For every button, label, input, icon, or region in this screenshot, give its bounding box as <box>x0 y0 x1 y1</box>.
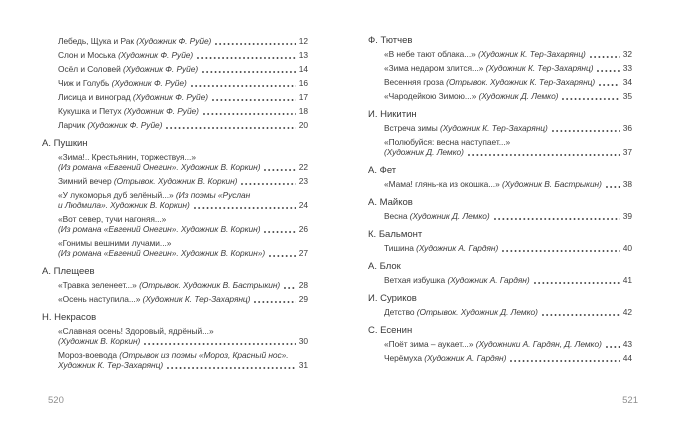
entry-text: Чиж и Голубь (Художник Ф. Руйе) <box>58 78 187 88</box>
toc-entry <box>42 294 308 304</box>
dot-leader <box>197 57 296 59</box>
toc-entry-line <box>368 275 632 285</box>
toc-entry <box>42 36 308 46</box>
author-heading: И. Суриков <box>368 293 417 304</box>
toc-entry <box>368 91 632 101</box>
dot-leader <box>166 127 295 129</box>
toc-entry-line <box>42 280 308 290</box>
toc-entry-line <box>42 50 308 60</box>
entry-page-number: 29 <box>298 294 308 304</box>
toc-entry <box>368 137 632 157</box>
toc-entry-line <box>368 353 632 363</box>
dot-leader <box>269 255 296 257</box>
entry-page-number: 42 <box>622 307 632 317</box>
entry-page-number: 37 <box>622 147 632 157</box>
author-heading: С. Есенин <box>368 325 413 336</box>
dot-leader <box>284 287 296 289</box>
toc-entry <box>368 123 632 133</box>
toc-section <box>368 198 632 221</box>
toc-entry-line <box>368 137 632 147</box>
entry-text: «Осень наступила...» (Художник К. Тер-Захарянц) <box>58 294 251 304</box>
toc-entry-line <box>368 123 632 133</box>
entry-page-number: 44 <box>622 353 632 363</box>
entry-text: Осёл и Соловей (Художник Ф. Руйе) <box>58 64 199 74</box>
toc-entry-line <box>42 326 308 336</box>
dot-leader <box>191 85 296 87</box>
toc-section <box>368 110 632 157</box>
entry-text: Мороз-воевода (Отрывок из поэмы «Мороз, Красный нос». <box>58 350 289 360</box>
toc-entry-line <box>42 36 308 46</box>
entry-text: «В небе тают облака...» (Художник К. Тер-Захарянц) <box>384 49 586 59</box>
entry-text: «Травка зеленеет...» (Отрывок. Художник В. Бастрыкин) <box>58 280 281 290</box>
entry-page-number: 17 <box>298 92 308 102</box>
entry-text: (Из романа «Евгений Онегин». Художник В. Коркин) <box>58 162 261 172</box>
toc-entry-line <box>42 78 308 88</box>
toc-entry <box>42 106 308 116</box>
toc-entry-line <box>42 190 308 200</box>
dot-leader <box>510 360 619 362</box>
dot-leader <box>264 169 295 171</box>
toc-entry <box>368 63 632 73</box>
entry-page-number: 32 <box>622 49 632 59</box>
entry-text: Черёмуха (Художник А. Гардян) <box>384 353 507 363</box>
toc-entry <box>42 214 308 234</box>
toc-section <box>368 36 632 101</box>
entry-page-number: 27 <box>298 248 308 258</box>
dot-leader <box>542 314 620 316</box>
toc-entry <box>42 350 308 370</box>
entry-page-number: 28 <box>298 280 308 290</box>
author-heading: А. Майков <box>368 197 413 208</box>
toc-entry <box>368 179 632 189</box>
toc-entry-line <box>42 336 308 346</box>
dot-leader <box>167 367 296 369</box>
entry-text: «У лукоморья дуб зелёный...» (Из поэмы «Руслан <box>58 190 251 200</box>
toc-section <box>42 313 308 370</box>
toc-entry <box>42 190 308 210</box>
toc-entry-line <box>42 162 308 172</box>
dot-leader <box>264 231 295 233</box>
dot-leader <box>606 186 620 188</box>
entry-text: Весна (Художник Д. Лемко) <box>384 211 490 221</box>
entry-page-number: 34 <box>622 77 632 87</box>
toc-entry <box>42 64 308 74</box>
toc-entry-line <box>42 360 308 370</box>
toc-entry <box>368 275 632 285</box>
entry-text: (Художник В. Коркин) <box>58 336 141 346</box>
entry-text: Встреча зимы (Художник К. Тер-Захарянц) <box>384 123 548 133</box>
toc-entry-line <box>42 350 308 360</box>
toc-entry <box>368 49 632 59</box>
toc-entry-line <box>42 200 308 210</box>
toc-entry <box>42 238 308 258</box>
entry-text: Художник К. Тер-Захарянц) <box>58 360 164 370</box>
entry-text: Весенняя гроза (Отрывок. Художник К. Тер-Захарянц) <box>384 77 596 87</box>
entry-text: (Из романа «Евгений Онегин». Художник В. Коркин») <box>58 248 266 258</box>
dot-leader <box>203 113 296 115</box>
dot-leader <box>552 130 620 132</box>
toc-entry-line <box>368 211 632 221</box>
entry-text: «Зима!.. Крестьянин, торжествуя...» <box>58 152 196 162</box>
toc-entry <box>368 243 632 253</box>
dot-leader <box>562 98 619 100</box>
toc-entry-line <box>368 339 632 349</box>
toc-page-left <box>42 36 308 374</box>
entry-text: Ветхая избушка (Художник А. Гардян) <box>384 275 530 285</box>
entry-page-number: 31 <box>298 360 308 370</box>
entry-text: Ларчик (Художник Ф. Руйе) <box>58 120 163 130</box>
dot-leader <box>599 84 620 86</box>
entry-page-number: 26 <box>298 224 308 234</box>
entry-text: «Славная осень! Здоровый, ядрёный...» <box>58 326 214 336</box>
toc-section <box>368 262 632 285</box>
entry-text: Лебедь, Щука и Рак (Художник Ф. Руйе) <box>58 36 212 46</box>
entry-page-number: 40 <box>622 243 632 253</box>
author-heading: А. Блок <box>368 261 401 272</box>
toc-entry-line <box>42 214 308 224</box>
toc-entry-line <box>42 120 308 130</box>
toc-entry-line <box>42 176 308 186</box>
entry-text: «Мама! глянь-ка из окошка...» (Художник В. Бастрыкин) <box>384 179 602 189</box>
author-heading: А. Пушкин <box>42 138 88 149</box>
toc-entry <box>368 307 632 317</box>
dot-leader <box>597 70 619 72</box>
toc-entry-line <box>368 91 632 101</box>
toc-section <box>368 294 632 317</box>
entry-page-number: 38 <box>622 179 632 189</box>
entry-page-number: 20 <box>298 120 308 130</box>
folio-right: 521 <box>622 395 638 406</box>
toc-entry-line <box>42 224 308 234</box>
author-heading: К. Бальмонт <box>368 229 423 240</box>
entry-text: «Гонимы вешними лучами...» <box>58 238 172 248</box>
toc-entry <box>42 326 308 346</box>
entry-text: Зимний вечер (Отрывок. Художник В. Коркин) <box>58 176 238 186</box>
author-heading: Н. Некрасов <box>42 312 97 323</box>
entry-text: «Поёт зима – аукает...» (Художники А. Гардян, Д. Лемко) <box>384 339 602 349</box>
entry-text: «Чародейкою Зимою...» (Художник Д. Лемко) <box>384 91 559 101</box>
author-heading: А. Плещеев <box>42 266 95 277</box>
entry-page-number: 43 <box>622 339 632 349</box>
toc-section <box>368 326 632 363</box>
toc-page-right <box>368 36 632 367</box>
toc-entry <box>42 120 308 130</box>
toc-entry-line <box>42 248 308 258</box>
toc-entry <box>42 50 308 60</box>
dot-leader <box>534 282 620 284</box>
toc-section <box>368 230 632 253</box>
dot-leader <box>494 218 620 220</box>
entry-text: и Людмила». Художник В. Коркин) <box>58 200 190 210</box>
toc-section <box>42 36 308 130</box>
entry-text: Детство (Отрывок. Художник Д. Лемко) <box>384 307 538 317</box>
dot-leader <box>215 43 295 45</box>
toc-section <box>42 139 308 258</box>
toc-entry <box>42 176 308 186</box>
entry-page-number: 12 <box>298 36 308 46</box>
toc-entry-line <box>368 307 632 317</box>
dot-leader <box>202 71 296 73</box>
toc-entry-line <box>42 64 308 74</box>
toc-entry <box>42 92 308 102</box>
toc-entry <box>368 211 632 221</box>
entry-page-number: 22 <box>298 162 308 172</box>
folio-left: 520 <box>48 395 64 406</box>
entry-text: «Зима недаром злится...» (Художник К. Тер-Захарянц) <box>384 63 594 73</box>
toc-entry <box>368 77 632 87</box>
entry-page-number: 18 <box>298 106 308 116</box>
dot-leader <box>468 154 620 156</box>
author-heading: И. Никитин <box>368 109 417 120</box>
entry-text: Лисица и виноград (Художник Ф. Руйе) <box>58 92 209 102</box>
entry-page-number: 23 <box>298 176 308 186</box>
toc-entry-line <box>368 77 632 87</box>
dot-leader <box>194 207 296 209</box>
toc-entry <box>368 339 632 349</box>
author-heading: Ф. Тютчев <box>368 35 413 46</box>
dot-leader <box>606 346 620 348</box>
entry-page-number: 30 <box>298 336 308 346</box>
entry-page-number: 13 <box>298 50 308 60</box>
toc-entry-line <box>42 238 308 248</box>
entry-text: (Из романа «Евгений Онегин». Художник В. Коркин) <box>58 224 261 234</box>
toc-entry <box>368 353 632 363</box>
entry-text: Слон и Моська (Художник Ф. Руйе) <box>58 50 194 60</box>
toc-entry <box>42 152 308 172</box>
toc-entry <box>42 78 308 88</box>
dot-leader <box>254 301 295 303</box>
entry-page-number: 35 <box>622 91 632 101</box>
toc-entry-line <box>368 49 632 59</box>
entry-page-number: 16 <box>298 78 308 88</box>
toc-entry-line <box>368 243 632 253</box>
dot-leader <box>144 343 295 345</box>
toc-entry-line <box>42 106 308 116</box>
toc-entry-line <box>368 63 632 73</box>
author-heading: А. Фет <box>368 165 397 176</box>
entry-page-number: 36 <box>622 123 632 133</box>
entry-page-number: 14 <box>298 64 308 74</box>
toc-entry-line <box>42 152 308 162</box>
toc-entry-line <box>368 179 632 189</box>
entry-text: (Художник Д. Лемко) <box>384 147 464 157</box>
entry-text: Кукушка и Петух (Художник Ф. Руйе) <box>58 106 199 116</box>
dot-leader <box>241 183 295 185</box>
entry-text: Тишина (Художник А. Гардян) <box>384 243 499 253</box>
toc-entry-line <box>42 294 308 304</box>
dot-leader <box>590 56 620 58</box>
entry-page-number: 39 <box>622 211 632 221</box>
toc-entry <box>42 280 308 290</box>
entry-page-number: 33 <box>622 63 632 73</box>
toc-section <box>42 267 308 304</box>
dot-leader <box>212 99 296 101</box>
entry-text: «Вот север, тучи нагоняя...» <box>58 214 167 224</box>
entry-text: «Полюбуйся: весна наступает...» <box>384 137 511 147</box>
entry-page-number: 24 <box>298 200 308 210</box>
entry-page-number: 41 <box>622 275 632 285</box>
toc-entry-line <box>42 92 308 102</box>
toc-section <box>368 166 632 189</box>
toc-entry-line <box>368 147 632 157</box>
dot-leader <box>502 250 620 252</box>
